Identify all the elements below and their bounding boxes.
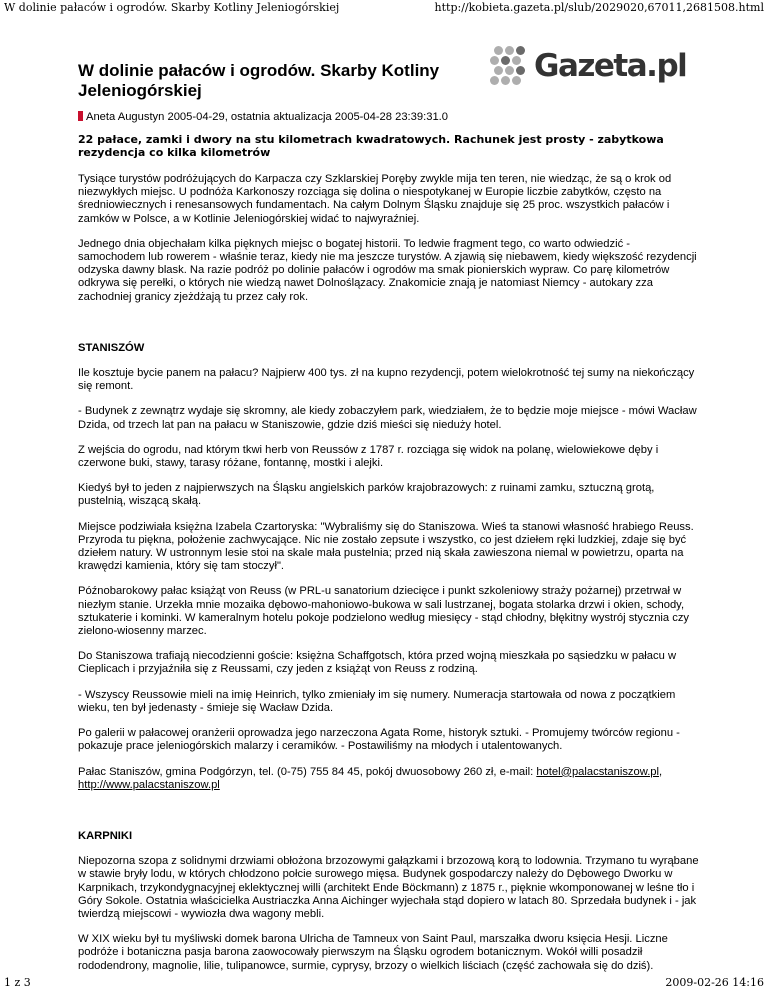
print-header [0,0,768,18]
article-lead: 22 pałace, zamki i dwory na stu kilometrach kwadratowych. Rachunek jest prosty - zabytkowa rezydencja co kilka kilometrów [78,133,664,159]
byline-text: Aneta Augustyn 2005-04-29, ostatnia aktualizacja 2005-04-28 23:39:31.0 [86,111,448,123]
print-header-url: http://kobieta.gazeta.pl/slub/2029020,67011,2681508.html [434,1,764,14]
section-paragraph: Z wejścia do ogrodu, nad którym tkwi herb von Reussów z 1787 r. rozciąga się widok na polanę, wielowiekowe dęby i czerwone buki, stawy, tarasy różane, fontannę, mostki i alejki. [78,443,659,470]
article-body [78,173,700,985]
print-timestamp: 2009-02-26 14:16 [665,976,764,989]
section-paragraph: Kiedyś był to jeden z najpierwszych na Śląsku angielskich parków krajobrazowych: z ruinami zamku, sztuczną grotą, pustelnią, wiszącą skałą. [78,482,655,508]
section-paragraph: - Budynek z zewnątrz wydaje się skromny, ale kiedy zobaczyłem park, wiedziałem, że to będzie moje miejsce - mówi Wacław Dzida, od trzech lat pan na pałacu w Staniszowie, gdzie dziś mieści się nieduży hotel. [78,405,697,431]
section-heading-karpniki: KARPNIKI [78,829,133,842]
byline-marker-icon [78,111,83,121]
print-footer [0,976,768,994]
section-paragraph: Do Staniszowa trafiają niecodzienni goście: księżna Schaffgotsch, która przed wojną mieszkała po sąsiedzku w pałacu w Cieplicach i przyjaźniła się z Reussami, czy jeden z książąt von Reuss z rodziną. [78,650,677,676]
gazeta-dots-logo-icon [490,46,530,86]
contact-comma: , [659,765,663,778]
gazeta-logo[interactable] [490,46,700,86]
email-link[interactable]: hotel@palacstaniszow.pl [536,765,660,778]
intro-paragraph: Jednego dnia objechałam kilka pięknych miejsc o bogatej historii. To ledwie fragment tego, co warto odwiedzić - samochodem lub rowerem - właśnie teraz, kiedy nie ma jeszcze turystów. A zjawią się niebawem, kiedy większość rezydencji odzyska dawny blask. Na razie podróż po dolinie pałaców i ogrodów ma smak pionierskich wypraw. Co parę kilometrów odkrywa się perełki, o których nie wiedzą nawet Dolnoślązacy. Znakomicie znają je natomiast Niemcy - autokary zza zachodniej granicy zjeżdżają tu przez cały rok. [78,237,697,303]
print-header-title: W dolinie pałaców i ogrodów. Skarby Kotliny Jeleniogórskiej [4,1,340,14]
section-paragraph: Ile kosztuje bycie panem na pałacu? Najpierw 400 tys. zł na kupno rezydencji, potem wielokrotność tej sumy na niekończący się remont. [78,367,695,393]
section-paragraph: Późnobarokowy pałac książąt von Reuss (w PRL-u sanatorium dziecięce i punkt szkoleniowy straży pożarnej) przetrwał w niezłym stanie. Urzekła mnie mozaika dębowo-mahoniowo-bukowa w sali lustrzanej, bogata stolarka drzwi i okien, schody, sztukaterie i kominki. W kameralnym hotelu pokoje podzielono według miesięcy - stąd chłodny, błękitny wystrój stycznia czy zielono-wiosenny marzec. [78,585,690,638]
section-paragraph: - Wszyscy Reussowie mieli na imię Heinrich, tylko zmieniały im się numery. Numeracja startowała od nowa z początkiem wieku, ten był jedenasty - śmieje się Wacław Dzida. [78,688,676,714]
section-paragraph: Po galerii w pałacowej oranżerii oprowadza jego narzeczona Agata Rome, historyk sztuki. - Promujemy twórców regionu - pokazuje prace jeleniogórskich malarzy i ceramików. - Postawiliśmy na młodych i utalentowanych. [78,727,680,753]
section-paragraph: Niepozorna szopa z solidnymi drzwiami obłożona brzozowymi gałązkami i brzozową korą to lodownia. Trzymano tu wyrąbane w stawie bryły lodu, w których chłodzono połcie surowego mięsa. Budynek gospodarczy należy do Dębowego Dworku w Karpnikach, trzykondygnacyjnej eklektycznej willi (architekt Ende Böckmann) z 1875 r., pięknie wkomponowanej w leśne tło i Góry Sokole. Ostatnia właścicielka Austriaczka Anna Aichinger wyjechała stąd dopiero w latach 80. Sprzedała budynek i - jak twierdzą miejscowi - wywiozła dwa wagony mebli. [78,855,699,920]
gazeta-logo-text: Gazeta.pl [534,48,687,84]
article-byline [78,111,448,124]
section-heading-staniszow: STANISZÓW [78,341,145,354]
page-counter: 1 z 3 [4,976,31,989]
section-paragraph: Miejsce podziwiała księżna Izabela Czartoryska: "Wybraliśmy się do Staniszowa. Wieś ta stanowi własność hrabiego Reuss. Przyroda tu piękna, położenie zachwycające. Nic nie zostało zepsute i wszystko, co jest dziełem ręki ludzkiej, zdaje się być dziełem natury. W ustronnym lesie stoi na skale mała pustelnia; przed nią skała zawieszona niemal w powietrzu, oparta na krawędzi kamienia, który się tam stoczył". [78,520,694,573]
contact-text: Pałac Staniszów, gmina Podgórzyn, tel. (0-75) 755 84 45, pokój dwuosobowy 260 zł, e-mail: [78,765,537,778]
website-link[interactable]: http://www.palacstaniszow.pl [78,778,220,791]
article-title: W dolinie pałaców i ogrodów. Skarby Kotliny Jeleniogórskiej [78,61,440,100]
contact-paragraph [78,766,700,792]
intro-paragraph: Tysiące turystów podróżujących do Karpacza czy Szklarskiej Poręby zwykle mija ten teren, nie wiedząc, że są o krok od niezwykłych miejsc. U podnóża Karkonoszy rozciąga się dolina o niespotykanej w Europie liczbie zabytków, często na średniowiecznych i renesansowych fundamentach. Na całym Dolnym Śląsku znajduje się 25 proc. wszystkich pałaców i zamków w Polsce, a w Kotlinie Jeleniogórskiej widać to najwyraźniej. [78,173,672,225]
section-paragraph: W XIX wieku był tu myśliwski domek barona Ulricha de Tamneux von Saint Paul, marszałka dworu księcia Hesji. Liczne podróże i botaniczna pasja barona zaowocowały pierwszym na Śląsku ogrodem botanicznym. Wokół willi posadził rododendrony, magnolie, lilie, tulipanowce, surmie, cyprysy, brzozy o wielkich liściach (część zachowała się do dziś). [78,933,668,972]
